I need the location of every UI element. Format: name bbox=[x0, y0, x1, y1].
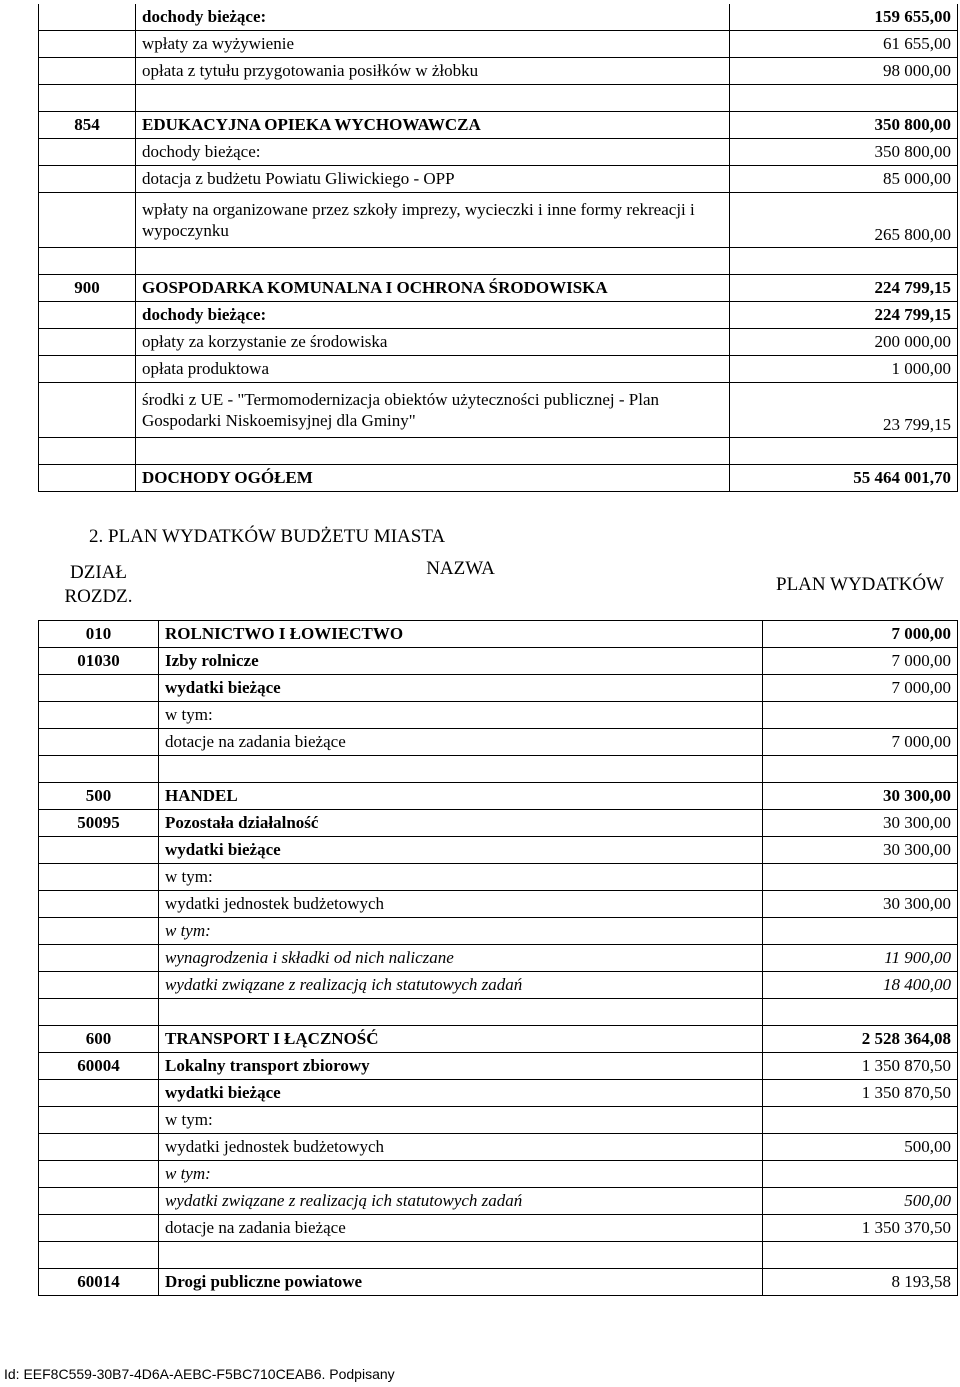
row-amount bbox=[730, 248, 958, 275]
row-amount bbox=[763, 999, 958, 1026]
row-code bbox=[39, 702, 159, 729]
row-name: Lokalny transport zbiorowy bbox=[159, 1053, 763, 1080]
row-code: 60004 bbox=[39, 1053, 159, 1080]
row-name: w tym: bbox=[159, 1107, 763, 1134]
row-amount: 200 000,00 bbox=[730, 329, 958, 356]
header-amount: PLAN WYDATKÓW bbox=[776, 574, 944, 595]
row-code: 010 bbox=[39, 621, 159, 648]
row-name: w tym: bbox=[159, 702, 763, 729]
row-name: ROLNICTWO I ŁOWIECTWO bbox=[159, 621, 763, 648]
expenditure-row bbox=[39, 702, 958, 729]
row-code bbox=[39, 1161, 159, 1188]
expenditure-row bbox=[39, 864, 958, 891]
header-name: NAZWA bbox=[426, 558, 495, 579]
row-name: wydatki związane z realizacją ich statutowych zadań bbox=[159, 1188, 763, 1215]
row-amount bbox=[763, 918, 958, 945]
row-amount: 11 900,00 bbox=[763, 945, 958, 972]
row-amount bbox=[763, 864, 958, 891]
row-amount: 7 000,00 bbox=[763, 729, 958, 756]
row-amount: 61 655,00 bbox=[730, 31, 958, 58]
row-name: w tym: bbox=[159, 1161, 763, 1188]
row-amount bbox=[763, 702, 958, 729]
row-amount: 30 300,00 bbox=[763, 891, 958, 918]
row-code bbox=[39, 329, 136, 356]
row-amount: 350 800,00 bbox=[730, 139, 958, 166]
row-code bbox=[39, 837, 159, 864]
row-code bbox=[39, 85, 136, 112]
row-code bbox=[39, 999, 159, 1026]
revenue-row bbox=[39, 31, 958, 58]
row-code bbox=[39, 166, 136, 193]
row-name bbox=[136, 248, 730, 275]
row-code bbox=[39, 193, 136, 248]
revenue-table bbox=[38, 4, 958, 492]
row-code bbox=[39, 729, 159, 756]
row-code: 854 bbox=[39, 112, 136, 139]
row-amount: 7 000,00 bbox=[763, 621, 958, 648]
row-code bbox=[39, 1215, 159, 1242]
row-amount: 265 800,00 bbox=[730, 193, 958, 248]
row-name: dotacja z budżetu Powiatu Gliwickiego - OPP bbox=[136, 166, 730, 193]
expenditure-row bbox=[39, 1080, 958, 1107]
revenue-row bbox=[39, 166, 958, 193]
row-amount: 1 000,00 bbox=[730, 356, 958, 383]
row-code bbox=[39, 918, 159, 945]
row-code bbox=[39, 302, 136, 329]
revenue-row bbox=[39, 193, 958, 248]
revenue-row bbox=[39, 383, 958, 438]
row-amount: 7 000,00 bbox=[763, 675, 958, 702]
row-code bbox=[39, 31, 136, 58]
spacer-row bbox=[39, 85, 958, 112]
document-footer: Id: EEF8C559-30B7-4D6A-AEBC-F5BC710CEAB6. Podpisany bbox=[4, 1366, 395, 1382]
row-code bbox=[39, 675, 159, 702]
row-name: Pozostała działalność bbox=[159, 810, 763, 837]
row-amount: 1 350 370,50 bbox=[763, 1215, 958, 1242]
expenditure-row bbox=[39, 837, 958, 864]
expenditure-row bbox=[39, 891, 958, 918]
row-name: wydatki jednostek budżetowych bbox=[159, 891, 763, 918]
expenditure-row bbox=[39, 1053, 958, 1080]
row-name bbox=[159, 1242, 763, 1269]
row-name: opłata z tytułu przygotowania posiłków w żłobku bbox=[136, 58, 730, 85]
row-name: w tym: bbox=[159, 918, 763, 945]
row-name: dochody bieżące: bbox=[136, 302, 730, 329]
row-name bbox=[136, 85, 730, 112]
row-code: 60014 bbox=[39, 1269, 159, 1296]
row-amount: 18 400,00 bbox=[763, 972, 958, 999]
row-name: dochody bieżące: bbox=[136, 4, 730, 31]
row-code bbox=[39, 972, 159, 999]
row-code bbox=[39, 356, 136, 383]
expenditure-row bbox=[39, 945, 958, 972]
row-code: 600 bbox=[39, 1026, 159, 1053]
row-code bbox=[39, 4, 136, 31]
row-code bbox=[39, 1188, 159, 1215]
row-name: Izby rolnicze bbox=[159, 648, 763, 675]
expenditure-row bbox=[39, 810, 958, 837]
row-amount bbox=[763, 1161, 958, 1188]
row-code: 500 bbox=[39, 783, 159, 810]
row-name: opłata produktowa bbox=[136, 356, 730, 383]
row-amount: 1 350 870,50 bbox=[763, 1053, 958, 1080]
row-code bbox=[39, 864, 159, 891]
row-amount: 500,00 bbox=[763, 1188, 958, 1215]
expenditure-row bbox=[39, 918, 958, 945]
row-code bbox=[39, 1134, 159, 1161]
expenditure-table-body bbox=[39, 550, 958, 1296]
row-amount: 30 300,00 bbox=[763, 783, 958, 810]
revenue-row bbox=[39, 4, 958, 31]
row-amount: 350 800,00 bbox=[730, 112, 958, 139]
expenditure-row bbox=[39, 1269, 958, 1296]
row-name bbox=[159, 756, 763, 783]
row-amount bbox=[763, 1242, 958, 1269]
row-amount: 98 000,00 bbox=[730, 58, 958, 85]
row-name: wydatki bieżące bbox=[159, 837, 763, 864]
row-name: środki z UE - "Termomodernizacja obiektów użyteczności publicznej - Plan Gospodarki Niskoemisyjnej dla Gminy" bbox=[136, 383, 730, 438]
row-name: Drogi publiczne powiatowe bbox=[159, 1269, 763, 1296]
row-amount: 30 300,00 bbox=[763, 837, 958, 864]
expenditure-row bbox=[39, 621, 958, 648]
revenue-row bbox=[39, 112, 958, 139]
spacer-row bbox=[39, 438, 958, 465]
row-amount: 7 000,00 bbox=[763, 648, 958, 675]
row-code bbox=[39, 58, 136, 85]
row-name: wydatki jednostek budżetowych bbox=[159, 1134, 763, 1161]
spacer-row bbox=[39, 999, 958, 1026]
row-amount: 85 000,00 bbox=[730, 166, 958, 193]
spacer-row bbox=[39, 248, 958, 275]
expenditure-row bbox=[39, 675, 958, 702]
row-name: TRANSPORT I ŁĄCZNOŚĆ bbox=[159, 1026, 763, 1053]
row-name: dochody bieżące: bbox=[136, 139, 730, 166]
expenditure-row bbox=[39, 648, 958, 675]
row-name: wydatki związane z realizacją ich statutowych zadań bbox=[159, 972, 763, 999]
spacer-row bbox=[39, 1242, 958, 1269]
row-code: 900 bbox=[39, 275, 136, 302]
row-code bbox=[39, 383, 136, 438]
row-name: wpłaty na organizowane przez szkoły imprezy, wycieczki i inne formy rekreacji i wypoczynku bbox=[136, 193, 730, 248]
row-name: DOCHODY OGÓŁEM bbox=[136, 465, 730, 492]
header-code: DZIAŁ ROZDZ. bbox=[64, 562, 133, 607]
expenditure-table-header bbox=[39, 550, 958, 621]
row-name: wpłaty za wyżywienie bbox=[136, 31, 730, 58]
row-amount: 224 799,15 bbox=[730, 275, 958, 302]
row-code bbox=[39, 1080, 159, 1107]
row-name: HANDEL bbox=[159, 783, 763, 810]
row-amount: 30 300,00 bbox=[763, 810, 958, 837]
row-amount bbox=[730, 85, 958, 112]
row-name: dotacje na zadania bieżące bbox=[159, 729, 763, 756]
revenue-row bbox=[39, 275, 958, 302]
row-code: 01030 bbox=[39, 648, 159, 675]
row-amount: 224 799,15 bbox=[730, 302, 958, 329]
row-amount: 8 193,58 bbox=[763, 1269, 958, 1296]
row-name: wydatki bieżące bbox=[159, 1080, 763, 1107]
row-name: GOSPODARKA KOMUNALNA I OCHRONA ŚRODOWISKA bbox=[136, 275, 730, 302]
row-code bbox=[39, 465, 136, 492]
row-name: opłaty za korzystanie ze środowiska bbox=[136, 329, 730, 356]
row-amount: 159 655,00 bbox=[730, 4, 958, 31]
expenditure-row bbox=[39, 1026, 958, 1053]
row-amount: 55 464 001,70 bbox=[730, 465, 958, 492]
row-name: EDUKACYJNA OPIEKA WYCHOWAWCZA bbox=[136, 112, 730, 139]
row-code bbox=[39, 438, 136, 465]
row-amount bbox=[763, 1107, 958, 1134]
row-code bbox=[39, 248, 136, 275]
expenditure-row bbox=[39, 972, 958, 999]
revenue-table-body bbox=[39, 4, 958, 492]
row-code: 50095 bbox=[39, 810, 159, 837]
row-name bbox=[136, 438, 730, 465]
revenue-row bbox=[39, 465, 958, 492]
row-name: w tym: bbox=[159, 864, 763, 891]
expenditure-section-title: 2. PLAN WYDATKÓW BUDŻETU MIASTA bbox=[89, 526, 446, 547]
row-name: wydatki bieżące bbox=[159, 675, 763, 702]
row-code bbox=[39, 891, 159, 918]
row-name bbox=[159, 999, 763, 1026]
row-name: wynagrodzenia i składki od nich naliczane bbox=[159, 945, 763, 972]
row-amount bbox=[730, 438, 958, 465]
row-amount: 23 799,15 bbox=[730, 383, 958, 438]
expenditure-row bbox=[39, 1134, 958, 1161]
revenue-row bbox=[39, 302, 958, 329]
revenue-row bbox=[39, 356, 958, 383]
expenditure-table bbox=[38, 550, 958, 1296]
row-amount: 1 350 870,50 bbox=[763, 1080, 958, 1107]
row-code bbox=[39, 1107, 159, 1134]
revenue-row bbox=[39, 139, 958, 166]
expenditure-row bbox=[39, 1107, 958, 1134]
row-code bbox=[39, 756, 159, 783]
row-code bbox=[39, 139, 136, 166]
spacer-row bbox=[39, 756, 958, 783]
expenditure-row bbox=[39, 1161, 958, 1188]
row-amount: 2 528 364,08 bbox=[763, 1026, 958, 1053]
row-name: dotacje na zadania bieżące bbox=[159, 1215, 763, 1242]
row-code bbox=[39, 1242, 159, 1269]
row-code bbox=[39, 945, 159, 972]
revenue-row bbox=[39, 58, 958, 85]
expenditure-row bbox=[39, 729, 958, 756]
row-amount: 500,00 bbox=[763, 1134, 958, 1161]
expenditure-row bbox=[39, 783, 958, 810]
expenditure-row bbox=[39, 1188, 958, 1215]
row-amount bbox=[763, 756, 958, 783]
revenue-row bbox=[39, 329, 958, 356]
expenditure-row bbox=[39, 1215, 958, 1242]
